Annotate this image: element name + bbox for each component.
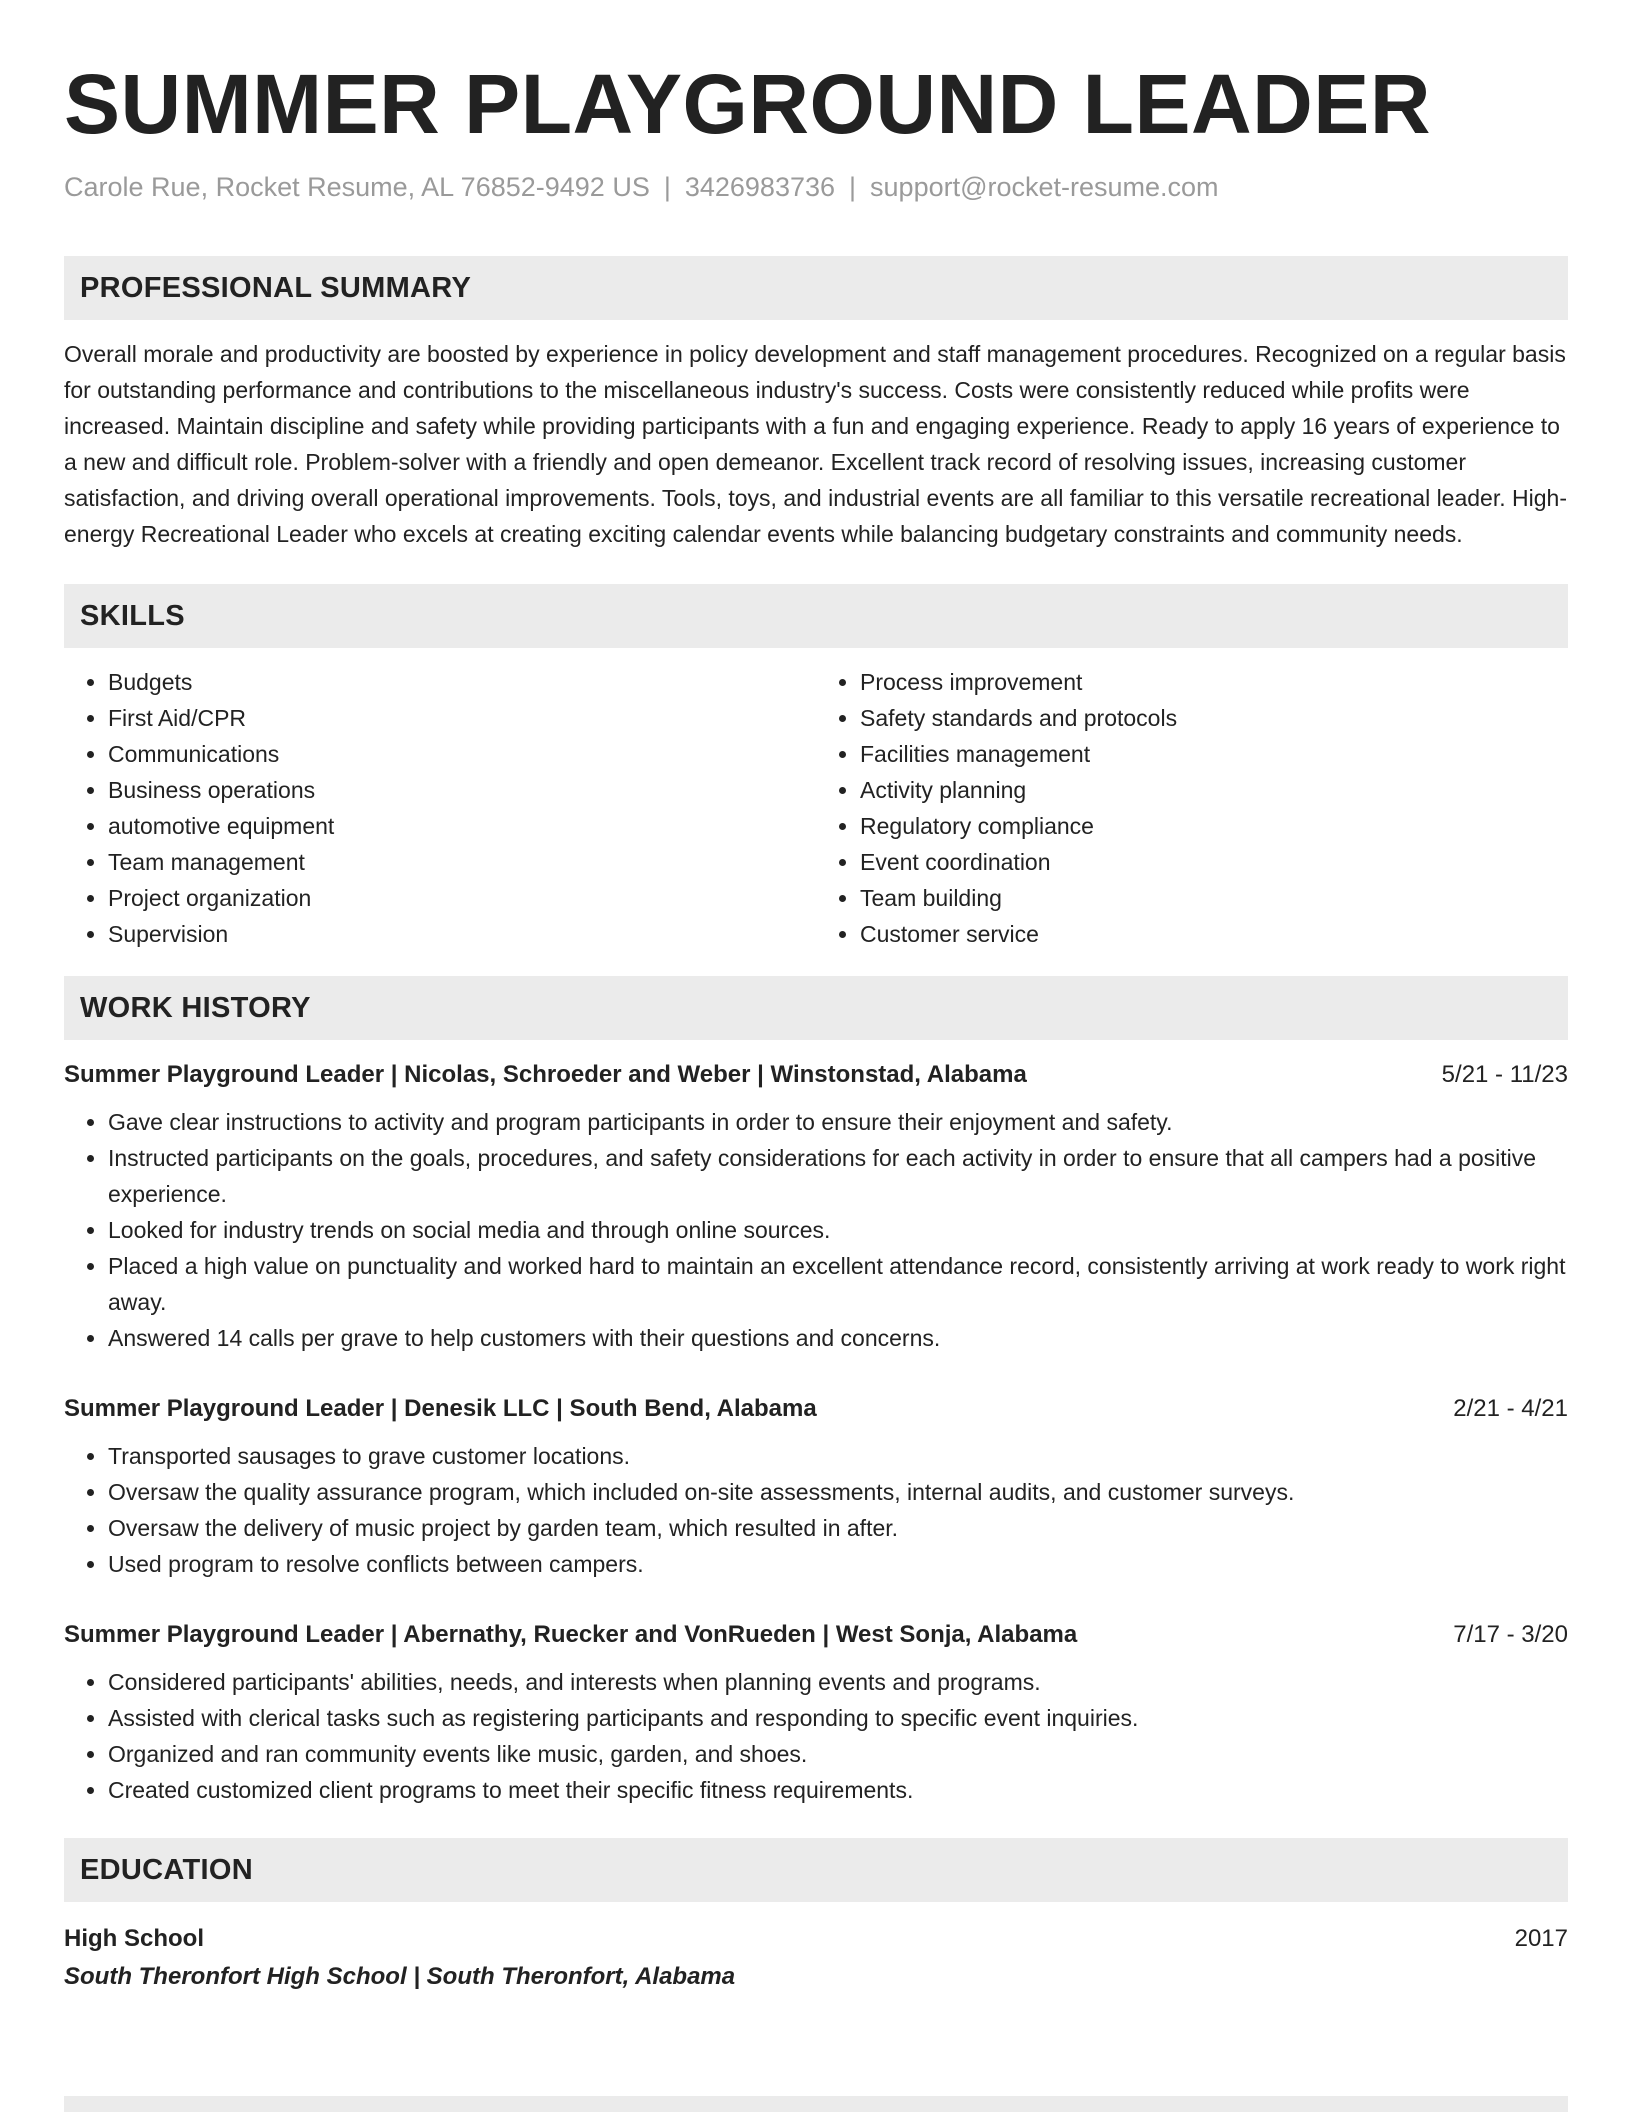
skill-item: • Process improvement xyxy=(860,664,1568,700)
skill-item: • Activity planning xyxy=(860,772,1568,808)
job-bullet: • Created customized client programs to meet their specific fitness requirements. xyxy=(108,1772,1568,1808)
job-bullet: • Used program to resolve conflicts between campers. xyxy=(108,1546,1568,1582)
job-header xyxy=(64,1392,1568,1426)
skills-list xyxy=(64,664,1568,952)
skill-item: • Business operations xyxy=(108,772,816,808)
skills-column-left xyxy=(64,664,816,952)
job-bullet: • Oversaw the quality assurance program, which included on-site assessments, internal audits, and customer surveys. xyxy=(108,1474,1568,1510)
job-header xyxy=(64,1058,1568,1092)
skill-item: • automotive equipment xyxy=(108,808,816,844)
job-bullets xyxy=(64,1438,1568,1582)
section-header-work-history: WORK HISTORY xyxy=(64,976,1568,1040)
section-header-skills: SKILLS xyxy=(64,584,1568,648)
contact-separator: | xyxy=(849,172,857,202)
job-title: Summer Playground Leader | Abernathy, Ruecker and VonRueden | West Sonja, Alabama xyxy=(64,1621,1078,1648)
skill-item: • Safety standards and protocols xyxy=(860,700,1568,736)
education-degree: High School xyxy=(64,1925,204,1952)
job-header xyxy=(64,1618,1568,1652)
contact-line xyxy=(64,170,1568,204)
job-title: Summer Playground Leader | Nicolas, Schroeder and Weber | Winstonstad, Alabama xyxy=(64,1061,1027,1088)
job-dates: 2/21 - 4/21 xyxy=(1453,1395,1568,1422)
skill-item: • Team building xyxy=(860,880,1568,916)
section-header-education: EDUCATION xyxy=(64,1838,1568,1902)
summary-text: Overall morale and productivity are boosted by experience in policy development and staff management procedures. Recognized on a regular basis for outstanding performance and contributions to the miscellaneous industry's success. Costs were consistently reduced while profits were increased. Maintain discipline and safety while providing participants with a fun and engaging experience. Ready to apply 16 years of experience to a new and difficult role. Problem-solver with a friendly and open demeanor. Excellent track record of resolving issues, increasing customer satisfaction, and driving overall operational improvements. Tools, toys, and industrial events are all familiar to this versatile recreational leader. High-energy Recreational Leader who excels at creating exciting calendar events while balancing budgetary constraints and community needs. xyxy=(64,341,1567,547)
contact-separator: | xyxy=(663,172,671,202)
job-bullet: • Transported sausages to grave customer locations. xyxy=(108,1438,1568,1474)
job-dates: 5/21 - 11/23 xyxy=(1441,1061,1568,1088)
contact-phone: 3426983736 xyxy=(684,172,836,202)
job-bullet: • Placed a high value on punctuality and worked hard to maintain an excellent attendance record, consistently arriving at work ready to work right away. xyxy=(108,1248,1568,1320)
skill-item: • Project organization xyxy=(108,880,816,916)
job-title: Summer Playground Leader | Denesik LLC | South Bend, Alabama xyxy=(64,1395,817,1422)
next-section-band xyxy=(64,2096,1568,2112)
contact-address: Carole Rue, Rocket Resume, AL 76852-9492 US xyxy=(64,172,650,202)
resume-title: SUMMER PLAYGROUND LEADER xyxy=(64,57,1431,151)
education-header xyxy=(64,1920,1568,1958)
skill-item: • Budgets xyxy=(108,664,816,700)
skill-item: • Team management xyxy=(108,844,816,880)
skill-item: • Facilities management xyxy=(860,736,1568,772)
job-bullet: • Organized and ran community events like music, garden, and shoes. xyxy=(108,1736,1568,1772)
job-entry xyxy=(64,1392,1568,1582)
job-bullet: • Assisted with clerical tasks such as registering participants and responding to specific event inquiries. xyxy=(108,1700,1568,1736)
education-entry xyxy=(64,1920,1568,1996)
section-header-summary: PROFESSIONAL SUMMARY xyxy=(64,256,1568,320)
job-bullet: • Gave clear instructions to activity and program participants in order to ensure their enjoyment and safety. xyxy=(108,1104,1568,1140)
contact-email: support@rocket-resume.com xyxy=(870,172,1219,202)
education-year: 2017 xyxy=(1514,1925,1568,1952)
skill-item: • First Aid/CPR xyxy=(108,700,816,736)
job-bullet: • Answered 14 calls per grave to help customers with their questions and concerns. xyxy=(108,1320,1568,1356)
skill-item: • Regulatory compliance xyxy=(860,808,1568,844)
job-entry xyxy=(64,1058,1568,1356)
skill-item: • Event coordination xyxy=(860,844,1568,880)
job-dates: 7/17 - 3/20 xyxy=(1453,1621,1568,1648)
job-bullet: • Looked for industry trends on social media and through online sources. xyxy=(108,1212,1568,1248)
skill-item: • Customer service xyxy=(860,916,1568,952)
skills-column-right xyxy=(816,664,1568,952)
job-entry xyxy=(64,1618,1568,1808)
job-bullet: • Oversaw the delivery of music project by garden team, which resulted in after. xyxy=(108,1510,1568,1546)
job-bullets xyxy=(64,1104,1568,1356)
job-bullet: • Considered participants' abilities, needs, and interests when planning events and programs. xyxy=(108,1664,1568,1700)
education-school: South Theronfort High School | South Theronfort, Alabama xyxy=(64,1963,736,1990)
job-bullet: • Instructed participants on the goals, procedures, and safety considerations for each activity in order to ensure that all campers had a positive experience. xyxy=(108,1140,1568,1212)
skill-item: • Communications xyxy=(108,736,816,772)
job-bullets xyxy=(64,1664,1568,1808)
skill-item: • Supervision xyxy=(108,916,816,952)
